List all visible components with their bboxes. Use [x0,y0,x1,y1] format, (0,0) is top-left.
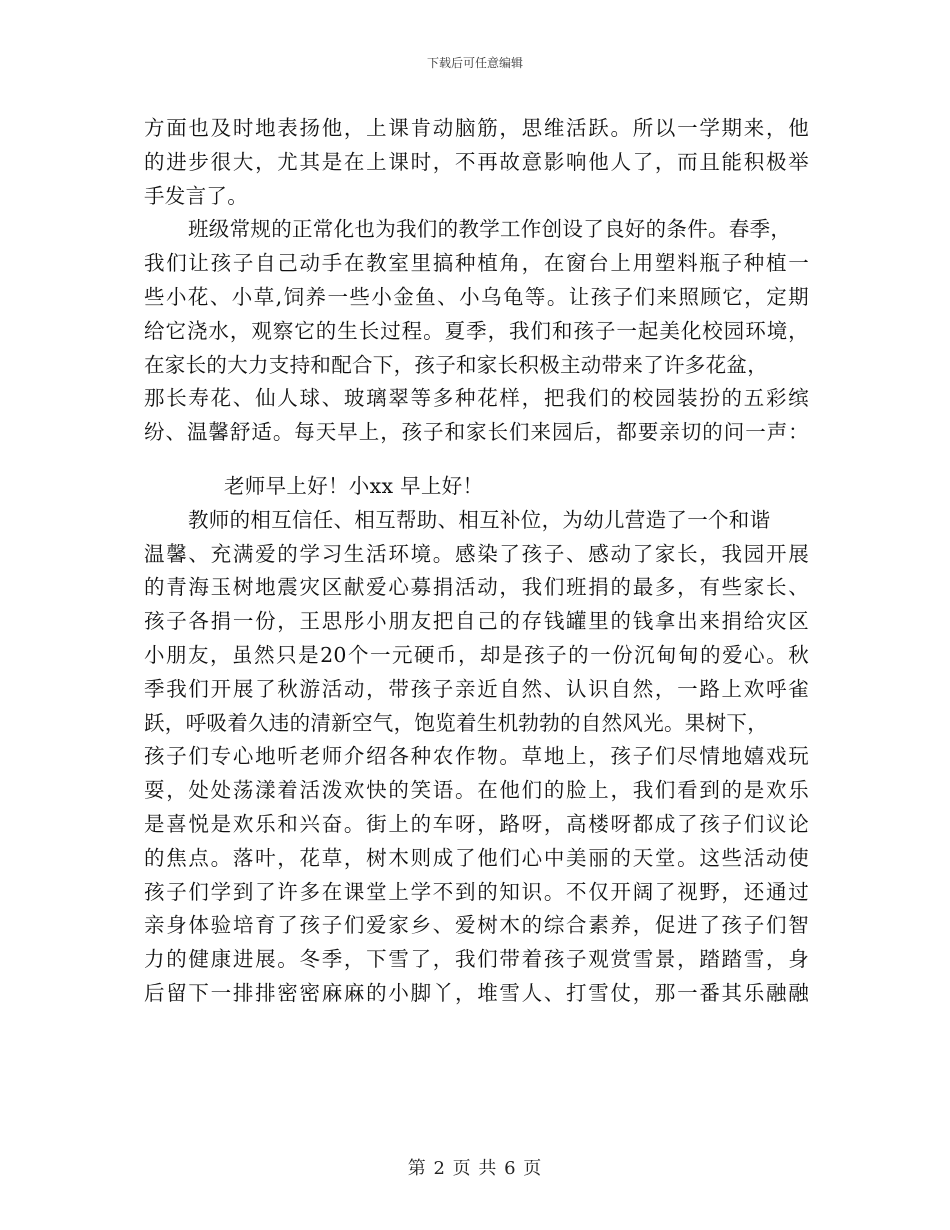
body-line: 后留下一排排密密麻麻的小脚丫，堆雪人、打雪仗，那一番其乐融融 [144,980,809,1005]
body-line: 亲身体验培育了孩子们爱家乡、爱树木的综合素养，促进了孩子们智 [144,913,809,938]
body-line: 的焦点。落叶，花草，树木则成了他们心中美丽的天堂。这些活动使 [144,845,809,870]
body-line: 手发言了。 [144,183,248,208]
body-line: 季我们开展了秋游活动，带孩子亲近自然、认识自然，一路上欢呼雀 [144,676,809,701]
body-line: 那长寿花、仙人球、玻璃翠等多种花样，把我们的校园装扮的五彩缤 [144,386,809,411]
greeting-line: 老师早上好！小xx 早上好！ [224,473,484,498]
body-line: 小朋友，虽然只是20个一元硬币，却是孩子的一份沉甸甸的爱心。秋 [144,642,809,667]
body-line: 是喜悦是欢乐和兴奋。街上的车呀，路呀，高楼呀都成了孩子们议论 [144,811,809,836]
paragraph-start-line: 班级常规的正常化也为我们的教学工作创设了良好的条件。春季， [188,217,792,242]
paragraph-start-line: 教师的相互信任、相互帮助、相互补位，为幼儿营造了一个和谐 [188,507,771,532]
body-line: 在家长的大力支持和配合下，孩子和家长积极主动带来了许多花盆， [144,352,768,377]
body-line: 耍，处处荡漾着活泼欢快的笑语。在他们的脸上，我们看到的是欢乐 [144,778,809,803]
body-line: 孩子们专心地听老师介绍各种农作物。草地上，孩子们尽情地嬉戏玩 [144,744,809,769]
body-line: 温馨、充满爱的学习生活环境。感染了孩子、感动了家长，我园开展 [144,541,809,566]
body-line: 跃，呼吸着久违的清新空气，饱览着生机勃勃的自然风光。果树下， [144,710,768,735]
body-line: 我们让孩子自己动手在教室里搞种植角，在窗台上用塑料瓶子种植一 [144,251,809,276]
page-header: 下载后可任意编辑 [426,56,523,70]
body-line: 纷、温馨舒适。每天早上，孩子和家长们来园后，都要亲切的问一声： [144,420,809,445]
body-line: 方面也及时地表扬他，上课肯动脑筋，思维活跃。所以一学期来，他 [144,116,809,140]
body-line: 给它浇水，观察它的生长过程。夏季，我们和孩子一起美化校园环境， [144,318,809,343]
body-line: 些小花、小草,饲养一些小金鱼、小乌龟等。让孩子们来照顾它，定期 [144,284,809,309]
body-line: 力的健康进展。冬季，下雪了，我们带着孩子观赏雪景，踏踏雪，身 [144,947,809,972]
body-line: 的青海玉树地震灾区献爱心募捐活动，我们班捐的最多，有些家长、 [144,575,809,600]
body-line: 的进步很大，尤其是在上课时，不再故意影响他人了，而且能积极举 [144,149,809,174]
page-number: 第 2 页 共 6 页 [407,1158,543,1179]
body-line: 孩子们学到了许多在课堂上学不到的知识。不仅开阔了视野，还通过 [144,879,809,904]
document-body [144,112,809,1011]
body-line: 孩子各捐一份，王思彤小朋友把自己的存钱罐里的钱拿出来捐给灾区 [144,609,809,634]
